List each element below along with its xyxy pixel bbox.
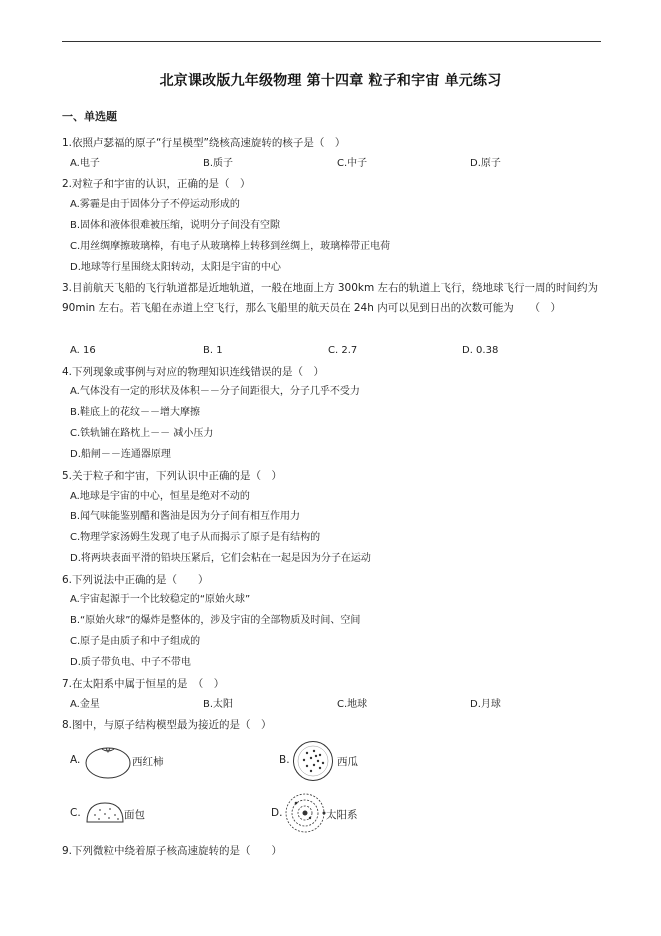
q3-option-a[interactable]: A. 16	[70, 345, 96, 356]
q8-option-a[interactable]	[70, 754, 80, 766]
q2-option-d[interactable]: D.地球等行星围绕太阳转动，太阳是宇宙的中心	[70, 262, 281, 273]
q4-option-a[interactable]: A.气体没有一定的形状及体积－－分子间距很大，分子几乎不受力	[70, 386, 360, 397]
q8-option-c-letter: C.	[70, 807, 81, 819]
q8-option-a-letter: A.	[70, 754, 81, 766]
q8-option-d-label: 太阳系	[326, 809, 358, 821]
q7-option-a[interactable]: A.金星	[70, 699, 100, 710]
q5-option-b[interactable]: B.闻气味能鉴别醋和酱油是因为分子间有相互作用力	[70, 511, 301, 522]
tomato-icon	[84, 744, 132, 780]
question-6-stem: 6.下列说法中正确的是（ ）	[62, 574, 209, 586]
q2-option-a[interactable]: A.雾霾是由于固体分子不停运动形成的	[70, 199, 240, 210]
q2-option-c[interactable]: C.用丝绸摩擦玻璃棒，有电子从玻璃棒上转移到丝绸上，玻璃棒带正电荷	[70, 241, 391, 252]
q6-option-d[interactable]: D.质子带负电、中子不带电	[70, 657, 191, 668]
page-title: 北京课改版九年级物理 第十四章 粒子和宇宙 单元练习	[159, 73, 502, 89]
q8-option-c-label: 面包	[124, 809, 145, 821]
q5-option-d[interactable]: D.将两块表面平滑的铅块压紧后，它们会粘在一起是因为分子在运动	[70, 553, 371, 564]
top-rule	[62, 41, 601, 42]
solar-system-icon	[284, 792, 326, 834]
q3-option-d[interactable]: D. 0.38	[462, 345, 499, 356]
q7-option-d[interactable]: D.月球	[470, 699, 501, 710]
question-8-stem: 8.图中，与原子结构模型最为接近的是（ ）	[62, 719, 272, 731]
q8-option-a-label: 西红柿	[132, 756, 164, 768]
q8-option-b-letter: B.	[279, 754, 290, 766]
q3-option-b[interactable]: B. 1	[203, 345, 223, 356]
question-2-stem: 2.对粒子和宇宙的认识，正确的是（ ）	[62, 178, 251, 190]
q7-option-b[interactable]: B.太阳	[203, 699, 234, 710]
question-4-stem: 4.下列现象或事例与对应的物理知识连线错误的是（ ）	[62, 366, 325, 378]
question-3-stem: 3.目前航天飞船的飞行轨道都是近地轨道，一般在地面上方 300km 左右的轨道上飞行，绕地球飞行一周的时间约为 90min 左右。若飞船在赤道上空飞行，那么飞船里的航天员在 24h 内可以见到日出的次数可能为 （ ）	[62, 282, 599, 314]
q4-option-b[interactable]: B.鞋底上的花纹－－增大摩擦	[70, 407, 201, 418]
q8-option-b-label: 西瓜	[337, 756, 358, 768]
q3-option-c[interactable]: C. 2.7	[328, 345, 358, 356]
q1-option-b[interactable]: B.质子	[203, 158, 234, 169]
q1-option-c[interactable]: C.中子	[337, 158, 368, 169]
q2-option-b[interactable]: B.固体和液体很难被压缩，说明分子间没有空隙	[70, 220, 281, 231]
q8-option-d-letter: D.	[271, 807, 283, 819]
q6-option-b[interactable]: B.“原始火球”的爆炸是整体的，涉及宇宙的全部物质及时间、空间	[70, 615, 361, 626]
watermelon-icon	[292, 740, 334, 782]
q1-option-a[interactable]: A.电子	[70, 158, 100, 169]
q6-option-a[interactable]: A.宇宙起源于一个比较稳定的“原始火球”	[70, 594, 251, 605]
q6-option-c[interactable]: C.原子是由质子和中子组成的	[70, 636, 201, 647]
q1-option-d[interactable]: D.原子	[470, 158, 501, 169]
question-9-stem: 9.下列微粒中绕着原子核高速旋转的是（ ）	[62, 845, 283, 857]
q4-option-c[interactable]: C.铁轨铺在路枕上－－ 减小压力	[70, 428, 214, 439]
question-5-stem: 5.关于粒子和宇宙，下列认识中正确的是（ ）	[62, 470, 283, 482]
q5-option-a[interactable]: A.地球是宇宙的中心，恒星是绝对不动的	[70, 491, 250, 502]
question-7-stem: 7.在太阳系中属于恒星的是 （ ）	[62, 678, 225, 690]
bread-icon	[85, 800, 125, 826]
q7-option-c[interactable]: C.地球	[337, 699, 368, 710]
q8-option-c[interactable]	[70, 807, 81, 819]
q5-option-c[interactable]: C.物理学家汤姆生发现了电子从而揭示了原子是有结构的	[70, 532, 321, 543]
q8-option-b[interactable]	[279, 754, 290, 766]
question-1-stem: 1.依照卢瑟福的原子“行星模型”绕核高速旋转的核子是（ ）	[62, 137, 346, 149]
section-heading: 一、单选题	[62, 110, 117, 123]
q4-option-d[interactable]: D.船闸－－连通器原理	[70, 449, 171, 460]
q8-option-d[interactable]	[271, 807, 282, 819]
